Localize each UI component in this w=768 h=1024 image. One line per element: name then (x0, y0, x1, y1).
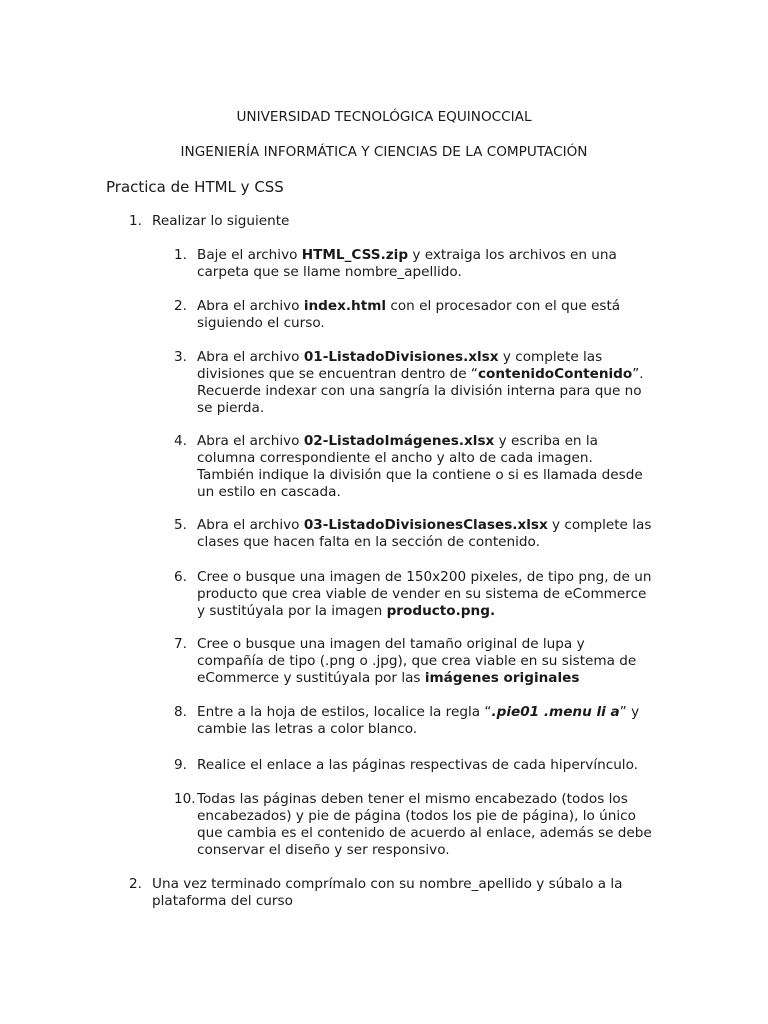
sub-text (197, 433, 652, 501)
text-run: Abra el archivo (197, 433, 304, 449)
list-number: 2. (129, 876, 142, 892)
sub-number: 4. (174, 433, 187, 449)
sub-number: 5. (174, 517, 187, 533)
text-run: y escriba en la columna correspondiente el ancho y alto de cada imagen. También indique la división que la contiene o si es llamada desde un estilo en cascada. (197, 433, 643, 500)
sub-text (197, 298, 652, 332)
sub-text (197, 704, 652, 738)
practice-title: Practica de HTML y CSS (106, 178, 284, 196)
images-bold: imágenes originales (424, 670, 580, 686)
sub-number: 9. (174, 757, 187, 773)
sub-text: Realice el enlace a las páginas respectivas de cada hipervínculo. (197, 757, 638, 773)
filename-bold: 01-ListadoDivisiones.xlsx (303, 349, 499, 365)
text-run: ” y cambie las letras a color blanco. (197, 704, 640, 737)
text-run: y extraiga los archivos en una carpeta que se llame nombre_apellido. (197, 247, 617, 280)
sub-text (197, 569, 652, 620)
filename-bold: index.html (303, 298, 387, 314)
list-number: 1. (129, 213, 142, 229)
text-run: Abra el archivo (197, 517, 304, 533)
text-run: Baje el archivo (197, 247, 302, 263)
sub-text (197, 247, 652, 281)
filename-bold: 02-ListadoImágenes.xlsx (303, 433, 495, 449)
sub-number: 2. (174, 298, 187, 314)
sub-number: 3. (174, 349, 187, 365)
filename-bold: 03-ListadoDivisionesClases.xlsx (303, 517, 548, 533)
text-run: y complete las clases que hacen falta en la sección de contenido. (197, 517, 652, 550)
sub-number: 6. (174, 569, 187, 585)
sub-text (197, 636, 652, 687)
text-run: y complete las divisiones que se encuentran dentro de “ (197, 349, 603, 382)
text-run: ”. Recuerde indexar con una sangría la división interna para que no se pierda. (197, 366, 644, 416)
filename-bold: HTML_CSS.zip (301, 247, 409, 263)
list-text: Realizar lo siguiente (152, 213, 290, 229)
sub-text (197, 517, 652, 551)
sub-text: Todas las páginas deben tener el mismo encabezado (todos los encabezados) y pie de página (todos los pie de página), lo único que cambia es el contenido de acuerdo al enlace, además se debe conservar el diseño y ser responsivo. (197, 791, 652, 858)
university-heading: UNIVERSIDAD TECNOLÓGICA EQUINOCCIAL (236, 109, 532, 125)
sub-number: 7. (174, 636, 187, 652)
text-run: con el procesador con el que está siguiendo el curso. (197, 298, 621, 331)
list-text: Una vez terminado comprímalo con su nombre_apellido y súbalo a la plataforma del curso (152, 876, 623, 909)
sub-number: 8. (174, 704, 187, 720)
filename-bold: producto.png. (386, 603, 496, 619)
faculty-heading: INGENIERÍA INFORMÁTICA Y CIENCIAS DE LA COMPUTACIÓN (180, 144, 588, 160)
sub-text (197, 349, 652, 417)
text-run: Entre a la hoja de estilos, localice la regla “ (197, 704, 492, 720)
text-run: Abra el archivo (197, 298, 304, 314)
text-run: Cree o busque una imagen del tamaño original de lupa y compañía de tipo (.png o .jpg), que crea viable en su sistema de eCommerce y sustitúyala por las (197, 636, 637, 686)
text-run: Cree o busque una imagen de 150x200 pixeles, de tipo png, de un producto que crea viable de vender en su sistema de eCommerce y sustitúyala por la imagen (197, 569, 652, 619)
css-rule-bold-italic: .pie01 .menu li a (491, 704, 620, 720)
division-name-bold: contenidoContenido (477, 366, 633, 382)
text-run: Abra el archivo (197, 349, 304, 365)
sub-number: 10. (174, 791, 196, 807)
sub-number: 1. (174, 247, 187, 263)
